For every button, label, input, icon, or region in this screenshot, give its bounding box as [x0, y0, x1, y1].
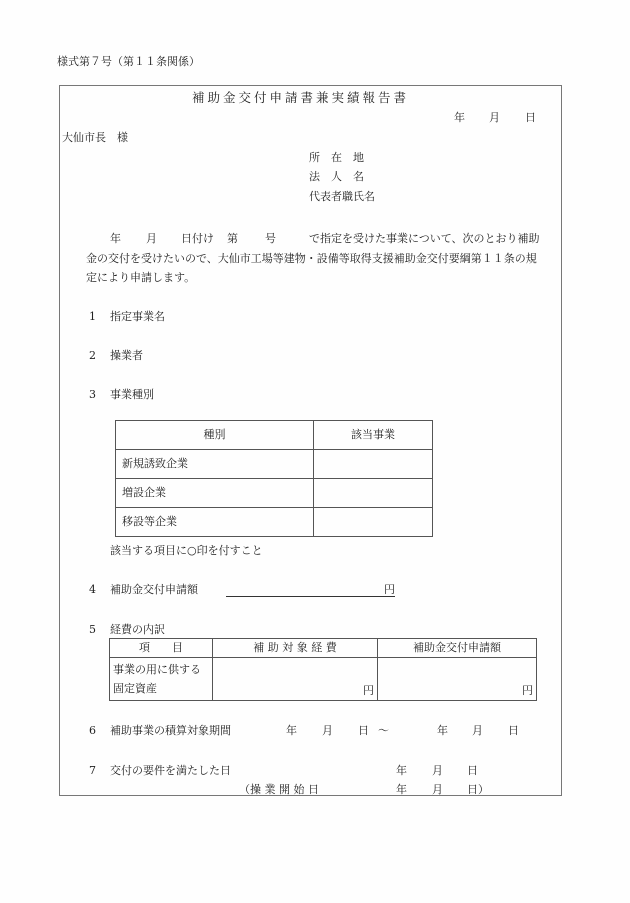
item-6-number: 6	[89, 724, 96, 737]
expense-item-line1: 事業の用に供する	[113, 663, 201, 676]
table-row	[116, 450, 433, 479]
header-item: 項 目	[110, 639, 213, 658]
table-header-row	[110, 639, 537, 658]
item-4-number: 4	[89, 583, 96, 596]
eligible-cost-cell[interactable]	[213, 658, 378, 701]
operation-start-year: 年	[396, 783, 407, 796]
page-title: 補助金交付申請書兼実績報告書	[192, 90, 410, 105]
item-1-label: 指定事業名	[110, 310, 165, 323]
header-request-amount: 補助金交付申請額	[378, 639, 537, 658]
row-type: 増設企業	[116, 479, 314, 508]
item-2-label: 操業者	[110, 349, 143, 362]
request-amount-field[interactable]	[226, 582, 395, 597]
table-header-row	[116, 421, 433, 450]
table-row	[116, 479, 433, 508]
period-end-day: 日	[508, 724, 519, 737]
period-end-year: 年	[437, 724, 448, 737]
business-type-table	[115, 420, 433, 537]
date-year-label: 年	[454, 111, 465, 124]
form-number: 様式第７号（第１１条関係）	[57, 55, 200, 68]
addressee: 大仙市長 様	[62, 131, 128, 144]
date-day-label: 日	[525, 111, 536, 124]
header-applicable: 該当事業	[314, 421, 433, 450]
operation-start-month: 月	[432, 783, 443, 796]
row-applicable-cell[interactable]	[314, 508, 433, 537]
request-amount-unit: 円	[384, 583, 395, 596]
operation-start-label: （操 業 開 始 日	[239, 783, 319, 796]
period-start-year: 年	[286, 724, 297, 737]
item-7-number: 7	[89, 764, 96, 777]
body-line2: 金の交付を受けたいので、大仙市工場等建物・設備等取得支援補助金交付要綱第１１条の規	[86, 252, 537, 265]
row-applicable-cell[interactable]	[314, 450, 433, 479]
item-4-label: 補助金交付申請額	[110, 583, 198, 596]
period-start-month: 月	[322, 724, 333, 737]
body-line1-rest: で指定を受けた事業について、次のとおり補助	[309, 232, 540, 245]
table-row	[116, 508, 433, 537]
table-row	[110, 658, 537, 701]
expense-table	[109, 638, 537, 701]
item-2-number: 2	[89, 349, 96, 362]
item-5-number: 5	[89, 623, 96, 636]
expense-item-line2: 固定資産	[113, 682, 157, 695]
body-go: 号	[265, 232, 276, 245]
row-type: 移設等企業	[116, 508, 314, 537]
row-type: 新規誘致企業	[116, 450, 314, 479]
corp-name-label: 法 人 名	[309, 170, 364, 183]
address-label: 所 在 地	[309, 151, 364, 164]
item-3-number: 3	[89, 388, 96, 401]
item-3-label: 事業種別	[110, 388, 154, 401]
header-eligible-cost: 補 助 対 象 経 費	[213, 639, 378, 658]
row-applicable-cell[interactable]	[314, 479, 433, 508]
requirement-month: 月	[432, 764, 443, 777]
request-amount-cell-unit: 円	[522, 684, 533, 697]
body-dai: 第	[227, 232, 238, 245]
body-dated: 日付け	[181, 232, 214, 245]
date-month-label: 月	[489, 111, 500, 124]
representative-label: 代表者職氏名	[309, 190, 375, 203]
item-7-label: 交付の要件を満たした日	[110, 764, 231, 777]
item-1-number: 1	[89, 310, 96, 323]
business-type-note: 該当する項目に○印を付すこと	[110, 544, 263, 557]
requirement-year: 年	[396, 764, 407, 777]
requirement-day: 日	[467, 764, 478, 777]
header-type: 種別	[116, 421, 314, 450]
period-end-month: 月	[472, 724, 483, 737]
eligible-cost-unit: 円	[363, 684, 374, 697]
body-year: 年	[110, 232, 121, 245]
request-amount-cell[interactable]	[378, 658, 537, 701]
period-start-day: 日	[358, 724, 369, 737]
operation-start-day: 日）	[467, 783, 489, 796]
item-6-label: 補助事業の積算対象期間	[110, 724, 231, 737]
body-month: 月	[146, 232, 157, 245]
period-tilde: ～	[378, 724, 389, 737]
expense-item-cell	[110, 658, 213, 701]
body-line3: 定により申請します。	[86, 271, 196, 284]
item-5-label: 経費の内訳	[110, 623, 165, 636]
